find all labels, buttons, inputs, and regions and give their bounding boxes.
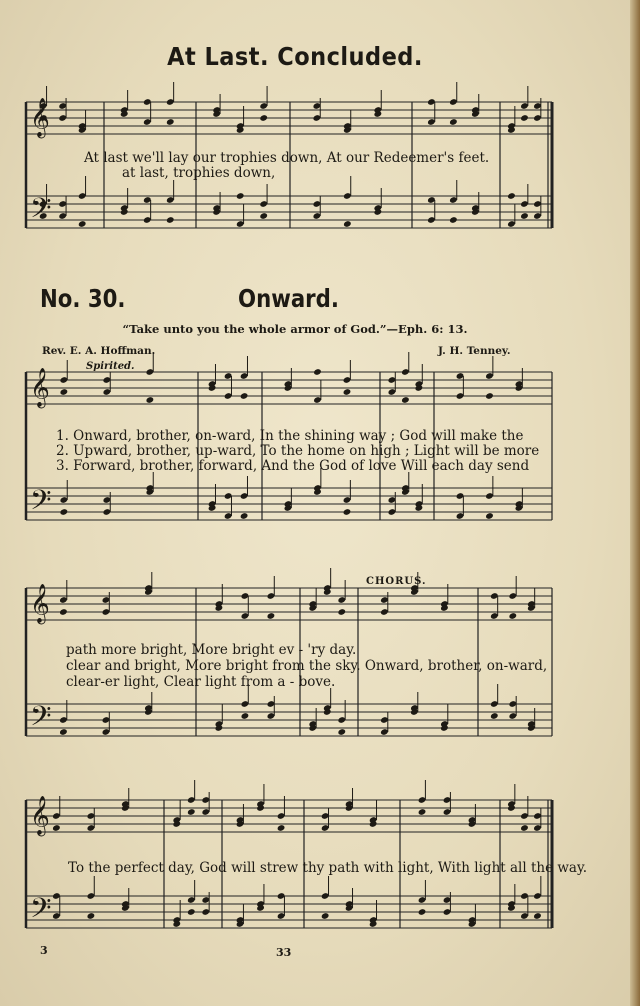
page-number: 33 xyxy=(276,946,292,959)
author-credit: Rev. E. A. Hoffman. xyxy=(42,345,156,357)
notehead xyxy=(337,608,346,616)
notehead xyxy=(533,912,542,920)
notehead xyxy=(418,808,427,816)
verse-line-3: clear-er light, Clear light from a - bove. xyxy=(66,674,336,690)
verse-line-1: 1. Onward, brother, on-ward, In the shining way ; God will make the xyxy=(56,428,524,444)
notehead xyxy=(313,368,322,376)
bass-clef: 𝄢 xyxy=(30,191,52,231)
bass-clef: 𝄢 xyxy=(30,483,52,523)
notehead xyxy=(87,912,96,920)
hymn-title-onward: Onward. xyxy=(238,284,339,313)
hymn-number: No. 30. xyxy=(40,284,126,313)
tempo-marking: Spirited. xyxy=(86,361,135,372)
verse-line-2: 2. Upward, brother, up-ward, To the home on high ; Light will be more xyxy=(56,443,540,459)
notehead xyxy=(508,612,517,620)
notehead xyxy=(343,508,352,516)
notehead xyxy=(146,396,155,404)
notehead xyxy=(337,728,346,736)
notehead xyxy=(241,712,250,720)
lyrics-line: At last we'll lay our trophies down, At our Redeemer's feet. xyxy=(84,150,490,166)
refrain-lyrics: To the perfect day, God will strew thy path with light, With light all the way. xyxy=(68,860,588,876)
notehead xyxy=(485,512,494,520)
treble-clef: 𝄞 xyxy=(30,583,50,623)
epigraph: “Take unto you the whole armor of God.”—Eph. 6: 13. xyxy=(122,322,468,336)
chorus-label: CHORUS. xyxy=(366,576,427,587)
notehead xyxy=(166,118,175,126)
notehead xyxy=(449,216,458,224)
notehead xyxy=(166,216,175,224)
notehead xyxy=(259,114,268,122)
notehead xyxy=(59,608,68,616)
verse-line-2: clear and bright, More bright from the sky. Onward, brother, on-ward, xyxy=(66,658,548,674)
notehead xyxy=(401,396,410,404)
notehead xyxy=(259,212,268,220)
bass-clef: 𝄢 xyxy=(30,891,52,931)
treble-clef: 𝄞 xyxy=(30,795,50,835)
notehead xyxy=(60,508,69,516)
notehead xyxy=(507,192,516,200)
notehead xyxy=(240,512,249,520)
notehead xyxy=(187,908,196,916)
notehead xyxy=(78,220,87,228)
notehead xyxy=(490,712,499,720)
notehead xyxy=(59,728,68,736)
notehead xyxy=(520,212,529,220)
notehead xyxy=(520,824,529,832)
notehead xyxy=(267,612,276,620)
notehead xyxy=(277,824,286,832)
notehead xyxy=(187,808,196,816)
composer-credit: J. H. Tenney. xyxy=(438,345,511,357)
treble-clef: 𝄞 xyxy=(30,97,50,137)
verse-line-3: 3. Forward, brother, forward, And the God of love Will each day send xyxy=(56,458,530,474)
signature-mark: 3 xyxy=(40,944,48,957)
notehead xyxy=(520,114,529,122)
lyrics-line: at last, trophies down, xyxy=(122,165,276,181)
treble-clef: 𝄞 xyxy=(30,367,50,407)
notehead xyxy=(485,392,494,400)
notehead xyxy=(236,192,245,200)
notehead xyxy=(240,392,249,400)
notehead xyxy=(449,118,458,126)
notehead xyxy=(418,908,427,916)
notehead xyxy=(60,388,69,396)
verse-line-1: path more bright, More bright ev - 'ry day. xyxy=(66,642,357,658)
bass-clef: 𝄢 xyxy=(30,699,52,739)
notehead xyxy=(321,912,330,920)
notehead xyxy=(52,824,61,832)
notehead xyxy=(343,388,352,396)
hymn-title-at-last: At Last. Concluded. xyxy=(167,42,423,71)
notehead xyxy=(343,220,352,228)
